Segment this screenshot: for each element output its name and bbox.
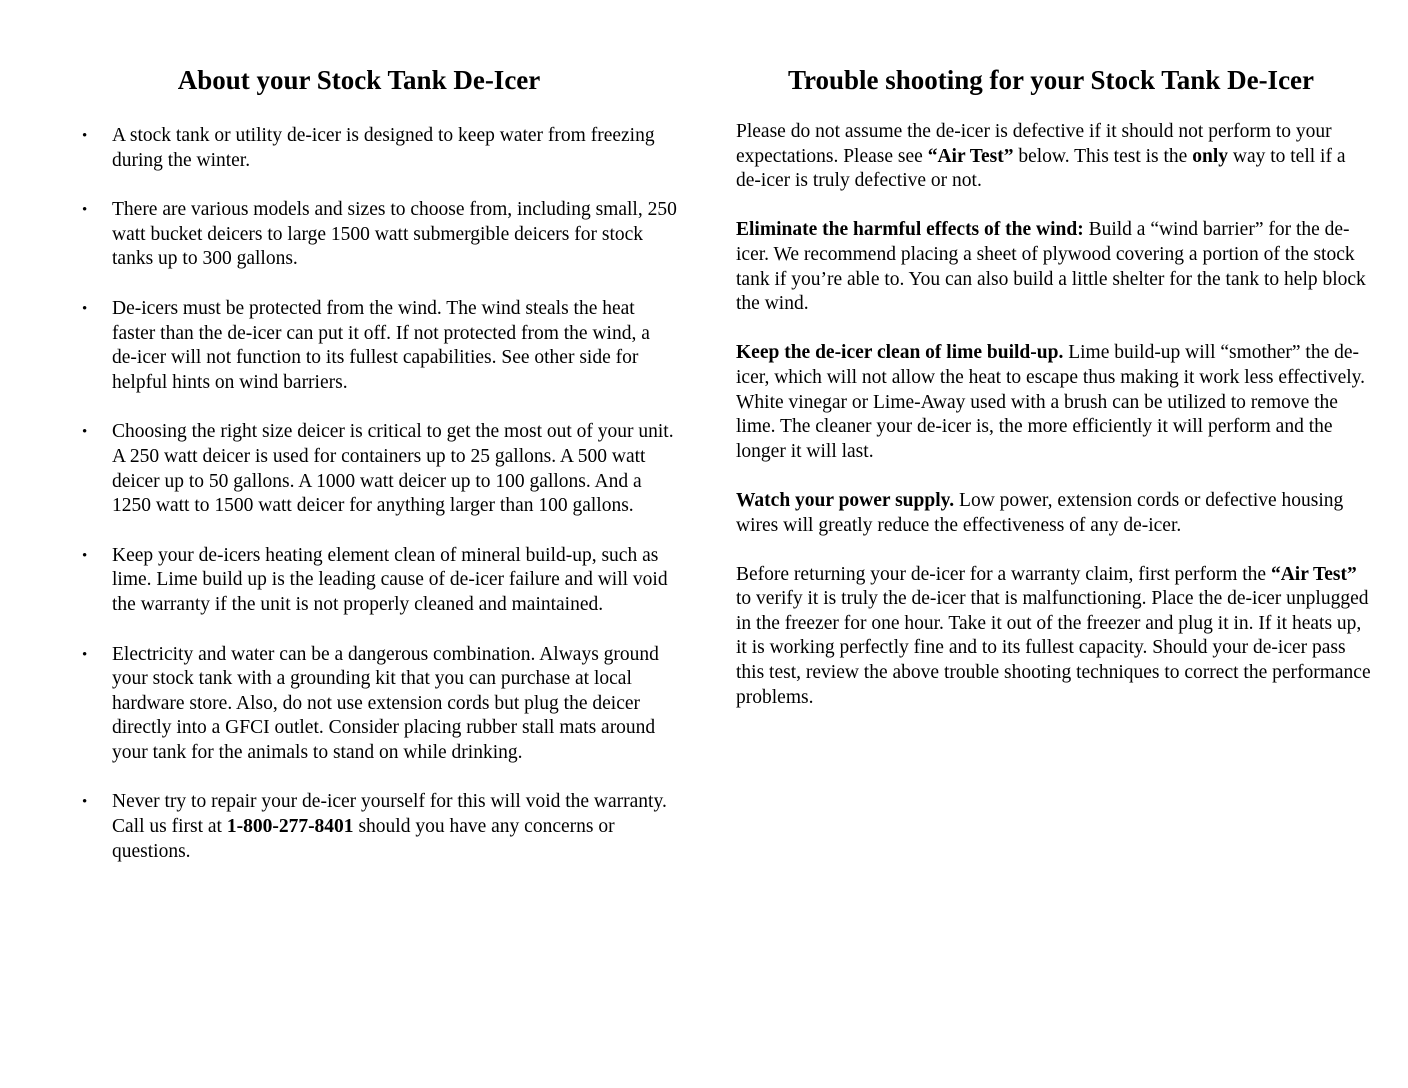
- bullet-icon: •: [82, 128, 88, 144]
- bullet-item: [78, 297, 678, 395]
- power-heading: Watch your power supply.: [736, 489, 955, 511]
- bullet-item: [78, 643, 678, 766]
- warranty-text-2: to verify it is truly the de-icer that is malfunctioning. Place the de-icer unplugged in the freezer for one hour. Take it out of the freezer and plug it in. If it heats up, it is working perfectly fine and to its fullest capacity. Should your de-icer pass this test, review the above trouble shooting techniques to correct the performance problems.: [736, 588, 1371, 708]
- air-test-bold: “Air Test”: [927, 145, 1014, 167]
- about-bullet-list: [78, 124, 678, 864]
- bullet-icon: •: [82, 300, 88, 317]
- warranty-text-1: Before returning your de-icer for a warranty claim, first perform the: [736, 563, 1271, 585]
- power-body: Low power, extension cords or defective housing wires will greatly reduce the effectiveness of any de-icer.: [736, 489, 1344, 536]
- power-section: [736, 489, 1372, 538]
- intro-text-1: Please do not assume the de-icer is defective if it should not perform to your expectations. Please see: [736, 121, 1332, 167]
- about-column: [78, 62, 678, 889]
- bullet-icon: •: [82, 202, 88, 219]
- intro-paragraph: [736, 120, 1372, 194]
- bullet-text: [112, 791, 667, 861]
- bullet-icon: •: [82, 794, 88, 811]
- bullet-icon: •: [82, 646, 88, 663]
- bullet-text: Keep your de-icers heating element clean of mineral build-up, such as lime. Lime build up is the leading cause of de-icer failure and will void the warranty if the unit is not properly cleaned and maintained.: [112, 544, 668, 615]
- lime-body: Lime build-up will “smother” the de-icer, which will not allow the heat to escape thus making it work less effectively. White vinegar or Lime-Away used with a brush can be utilized to remove the lime. The cleaner your de-icer is, the more efficiently it will perform and the longer it will last.: [736, 342, 1365, 462]
- bullet-item: [78, 790, 678, 864]
- bullet-text: A stock tank or utility de-icer is designed to keep water from freezing during the winter.: [112, 125, 655, 171]
- bullet-text: There are various models and sizes to choose from, including small, 250 watt bucket deicers to large 1500 watt submergible deicers for stock tanks up to 300 gallons.: [112, 199, 677, 270]
- bullet-item: [78, 544, 678, 618]
- bullet-item: [78, 124, 678, 173]
- troubleshooting-column: [736, 62, 1372, 735]
- wind-heading: Eliminate the harmful effects of the wind:: [736, 219, 1084, 241]
- bullet-text: Electricity and water can be a dangerous combination. Always ground your stock tank with a grounding kit that you can purchase at local hardware store. Also, do not use extension cords but plug the deicer directly into a GFCI outlet. Consider placing rubber stall mats around your tank for the animals to stand on while drinking.: [112, 643, 659, 763]
- bullet-item: [78, 420, 678, 518]
- warranty-paragraph: [736, 563, 1372, 711]
- air-test-bold-2: “Air Test”: [1270, 563, 1357, 585]
- wind-section: [736, 218, 1372, 316]
- bullet-item: [78, 198, 678, 272]
- intro-text-2: below. This test is the: [1013, 145, 1193, 167]
- lime-heading: Keep the de-icer clean of lime build-up.: [736, 342, 1064, 364]
- bullet-icon: •: [82, 424, 88, 441]
- intro-text-3: way to tell if a de-icer is truly defective or not.: [736, 145, 1346, 192]
- bullet-icon: •: [82, 547, 88, 564]
- bullet-text: Choosing the right size deicer is critical to get the most out of your unit. A 250 watt deicer is used for containers up to 25 gallons. A 500 watt deicer up to 50 gallons. A 1000 watt deicer up to 100 gallons. And a 1250 watt to 1500 watt deicer for anything larger than 100 gallons.: [112, 421, 674, 517]
- bullet-text-before-phone: Never try to repair your de-icer yourself for this will void the warranty. Call us first at: [112, 791, 667, 838]
- phone-number: 1-800-277-8401: [226, 816, 354, 838]
- only-bold: only: [1192, 145, 1228, 167]
- troubleshooting-title: Trouble shooting for your Stock Tank De-Icer: [787, 65, 1315, 95]
- bullet-text: De-icers must be protected from the wind. The wind steals the heat faster than the de-icer can put it off. If not protected from the wind, a de-icer will not function to its fullest capabilities. See other side for helpful hints on wind barriers.: [112, 297, 650, 393]
- troubleshooting-body: [736, 120, 1372, 710]
- about-title: About your Stock Tank De-Icer: [177, 65, 541, 95]
- bullet-text-after-phone: should you have any concerns or questions.: [112, 816, 615, 862]
- wind-body: Build a “wind barrier” for the de-icer. We recommend placing a sheet of plywood covering a portion of the stock tank if you’re able to. You can also build a little shelter for the tank to help block the wind.: [736, 219, 1366, 315]
- lime-section: [736, 341, 1372, 464]
